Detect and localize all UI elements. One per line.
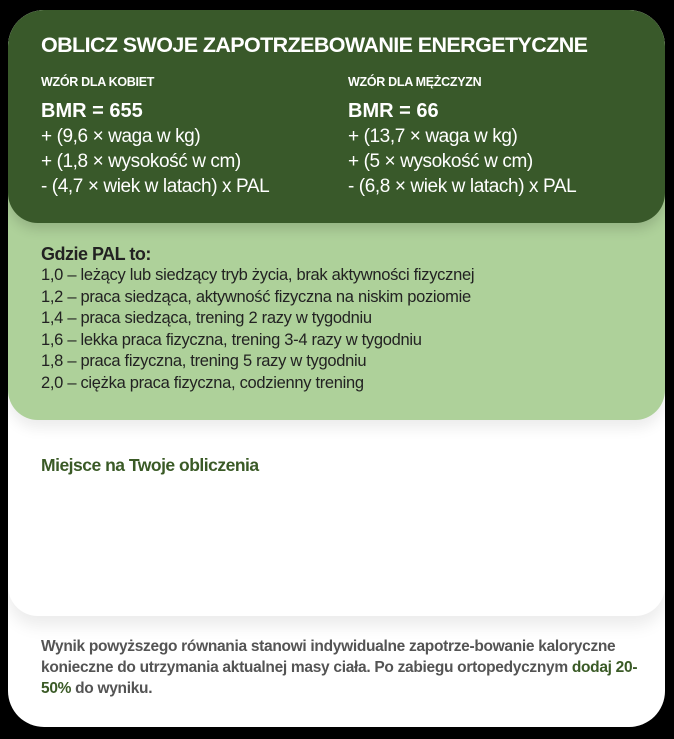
women-term-age: - (4,7 × wiek w latach) x PAL [41, 176, 270, 197]
men-term-weight: + (13,7 × waga w kg) [348, 126, 518, 147]
page-title: OBLICZ SWOJE ZAPOTRZEBOWANIE ENERGETYCZNE [41, 33, 588, 57]
pal-heading: Gdzie PAL to: [41, 244, 151, 264]
pal-item: 1,0 – leżący lub siedzący tryb życia, brak aktywności fizycznej [41, 266, 475, 284]
men-formula [348, 74, 576, 199]
note-text: Wynik powyższego równania stanowi indywidualne zapotrze-bowanie kaloryczne konieczne do utrzymania aktualnej masy ciała. Po zabiegu ortopedycznym [41, 638, 616, 676]
pal-item: 1,4 – praca siedząca, trening 2 razy w tygodniu [41, 309, 372, 328]
pal-item: 2,0 – ciężka praca fizyczna, codzienny trening [41, 373, 364, 392]
calculation-label: Miejsce na Twoje obliczenia [41, 455, 259, 475]
women-bmr: BMR = 655 [41, 100, 143, 122]
women-term-height: + (1,8 × wysokość w cm) [41, 151, 241, 172]
pal-item: 1,6 – lekka praca fizyczna, trening 3-4 razy w tygodniu [41, 330, 422, 349]
formula-section [8, 10, 665, 223]
pal-list [41, 243, 474, 395]
note-text-end: do wyniku. [71, 680, 153, 697]
women-formula-label: WZÓR DLA KOBIET [41, 75, 155, 89]
women-term-weight: + (9,6 × waga w kg) [41, 126, 201, 147]
men-bmr: BMR = 66 [348, 100, 439, 122]
women-formula [41, 74, 269, 199]
men-formula-label: WZÓR DLA MĘŻCZYZN [348, 75, 482, 89]
pal-item: 1,2 – praca siedząca, aktywność fizyczna na niskim poziomie [41, 287, 471, 306]
energy-calculator-card [8, 10, 665, 727]
men-term-height: + (5 × wysokość w cm) [348, 151, 533, 172]
men-term-age: - (6,8 × wiek w latach) x PAL [348, 176, 577, 197]
note-accent: dodaj 20-50% [41, 659, 638, 697]
calculation-input[interactable] [41, 485, 635, 609]
pal-item: 1,8 – praca fizyczna, trening 5 razy w tygodniu [41, 352, 367, 371]
result-note [41, 636, 641, 699]
